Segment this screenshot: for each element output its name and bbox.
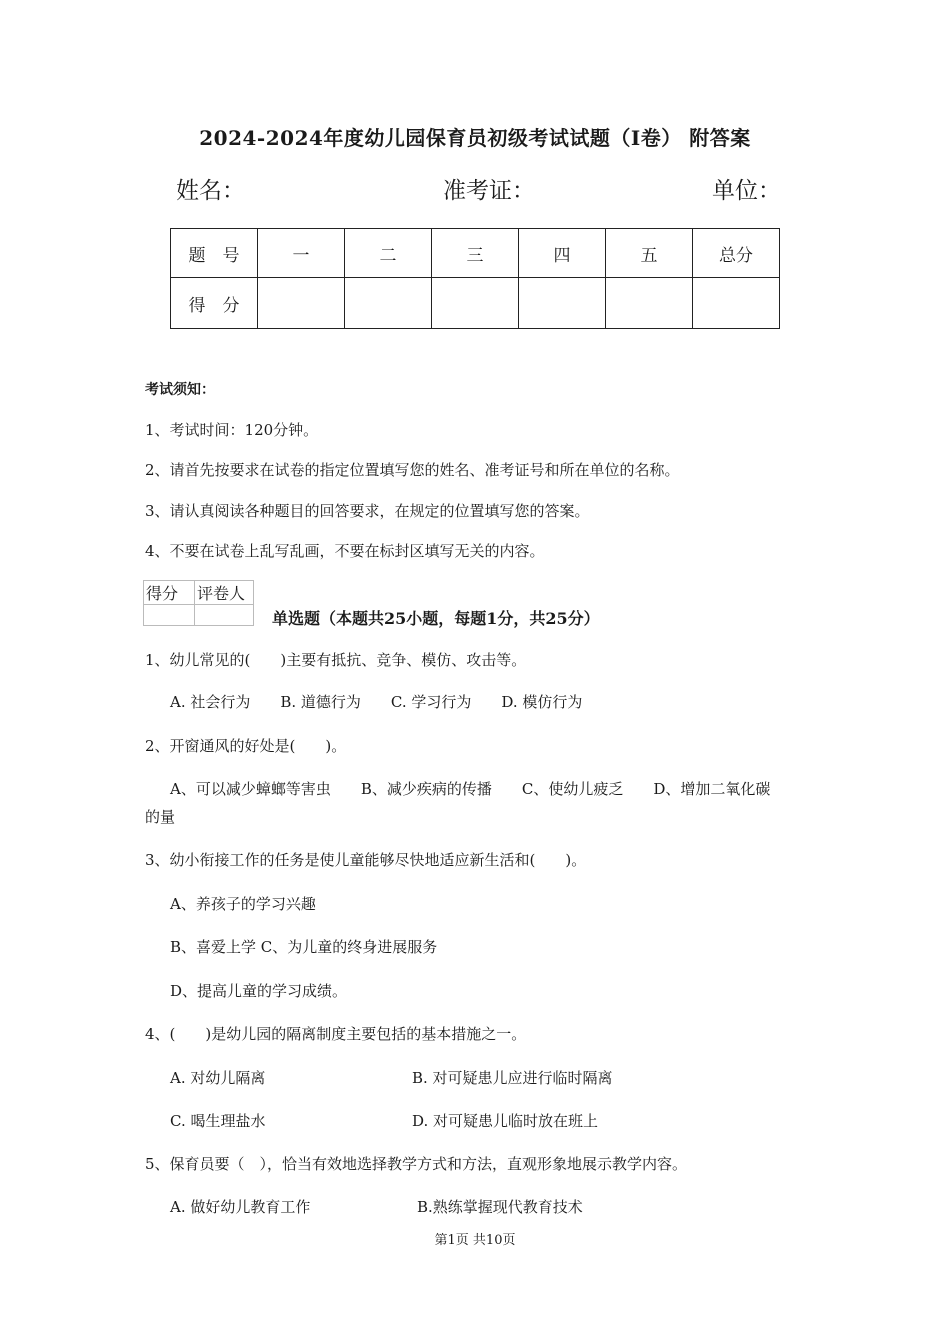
score-table-header-row [171,229,780,278]
question-options: A、可以减少蟑螂等害虫 B、减少疾病的传播 C、使幼儿疲乏 D、增加二氧化碳 [170,780,771,798]
score-header-cell: 题 号 [171,229,258,278]
notice-item: 3、请认真阅读各种题目的回答要求，在规定的位置填写您的答案。 [145,502,590,520]
name-field-label: 姓名： [176,178,245,204]
score-header-cell: 总分 [693,229,780,278]
question-options: A. 社会行为 B. 道德行为 C. 学习行为 D. 模仿行为 [170,693,583,711]
question-option: C. 喝生理盐水 [170,1112,266,1130]
score-header-cell: 四 [519,229,606,278]
notice-item: 2、请首先按要求在试卷的指定位置填写您的姓名、准考证号和所在单位的名称。 [145,461,680,479]
grader-name-cell[interactable] [195,605,254,626]
score-input-cell[interactable] [606,278,693,329]
score-input-cell[interactable] [519,278,606,329]
notice-item: 1、考试时间：120分钟。 [145,421,319,439]
question-stem: 1、幼儿常见的( )主要有抵抗、竞争、模仿、攻击等。 [145,651,527,669]
grader-box [143,580,254,626]
question-option: B.熟练掌握现代教育技术 [417,1198,583,1216]
exam-title: 2024-2024年度幼儿园保育员初级考试试题（I卷） 附答案 [199,126,751,150]
score-input-cell[interactable] [258,278,345,329]
question-stem: 3、幼小衔接工作的任务是使儿童能够尽快地适应新生活和( )。 [145,851,587,869]
question-option: A. 对幼儿隔离 [170,1069,266,1087]
score-header-cell: 一 [258,229,345,278]
score-header-cell: 三 [432,229,519,278]
question-option: B、喜爱上学 C、为儿童的终身进展服务 [170,938,438,956]
question-option: A. 做好幼儿教育工作 [170,1198,311,1216]
grader-name-label: 评卷人 [195,581,254,605]
score-header-cell: 五 [606,229,693,278]
unit-field-label: 单位： [712,178,781,204]
exam-number-field-label: 准考证： [443,178,535,204]
section-title: 单选题（本题共25小题，每题1分，共25分） [272,609,600,628]
question-stem: 4、( )是幼儿园的隔离制度主要包括的基本措施之一。 [145,1025,527,1043]
question-option: D. 对可疑患儿临时放在班上 [412,1112,599,1130]
question-options-continued: 的量 [145,808,176,826]
score-row-label: 得 分 [171,278,258,329]
score-header-cell: 二 [345,229,432,278]
question-option: B. 对可疑患儿应进行临时隔离 [412,1069,613,1087]
score-input-cell[interactable] [693,278,780,329]
grader-score-cell[interactable] [144,605,195,626]
score-table [170,228,780,329]
question-option: D、提高儿童的学习成绩。 [170,982,348,1000]
score-table-score-row [171,278,780,329]
question-stem: 2、开窗通风的好处是( )。 [145,737,347,755]
grader-score-label: 得分 [144,581,195,605]
page-footer: 第1页 共10页 [434,1233,516,1248]
score-input-cell[interactable] [432,278,519,329]
score-input-cell[interactable] [345,278,432,329]
question-stem: 5、保育员要（ ），恰当有效地选择教学方式和方法，直观形象地展示教学内容。 [145,1155,688,1173]
question-option: A、养孩子的学习兴趣 [170,895,316,913]
notice-heading: 考试须知： [145,382,215,398]
notice-item: 4、不要在试卷上乱写乱画，不要在标封区填写无关的内容。 [145,542,545,560]
